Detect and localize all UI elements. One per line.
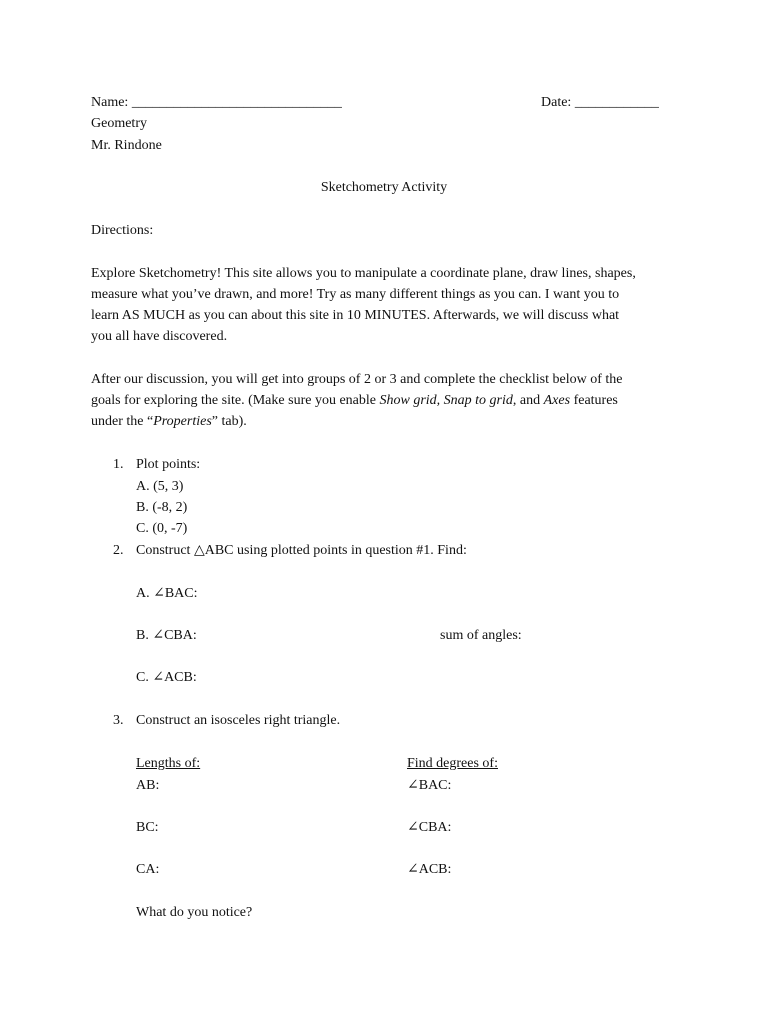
point-item: C. (0, -7) (136, 521, 188, 536)
point-item: B. (-8, 2) (136, 500, 188, 515)
paragraph-text: features (570, 393, 618, 408)
paragraph-line (91, 390, 618, 411)
snap-to-grid-term: Snap to grid (443, 393, 513, 408)
teacher-name: Mr. Rindone (91, 138, 162, 153)
paragraph-text: under the “ (91, 414, 154, 429)
lengths-heading: Lengths of: (136, 756, 201, 771)
name-field: Name: ______________________________ (91, 95, 342, 110)
paragraph-text: ” tab). (211, 414, 247, 429)
angle-item: A. ∠BAC: (136, 586, 198, 601)
paragraph-text: goals for exploring the site. (Make sure you enable (91, 393, 380, 408)
sum-of-angles-label: sum of angles: (440, 628, 522, 643)
length-item: CA: (136, 862, 160, 877)
axes-term: Axes (543, 393, 571, 408)
question-text: Construct △ABC using plotted points in question #1. Find: (136, 543, 467, 558)
properties-term: Properties (153, 414, 212, 429)
directions-heading: Directions: (91, 223, 154, 238)
paragraph-line: measure what you’ve drawn, and more! Try as many different things as you can. I want you to (91, 287, 620, 302)
paragraph-text: , and (512, 393, 544, 408)
paragraph-line: After our discussion, you will get into groups of 2 or 3 and complete the checklist below of the (91, 372, 623, 387)
show-grid-term: Show grid, (379, 393, 441, 408)
paragraph-line (91, 411, 247, 432)
paragraph-line: learn AS MUCH as you can about this site in 10 MINUTES. Afterwards, we will discuss what (91, 308, 620, 323)
question-text: Construct an isosceles right triangle. (136, 713, 341, 728)
angle-item: B. ∠CBA: (136, 628, 197, 643)
paragraph-line: Explore Sketchometry! This site allows you to manipulate a coordinate plane, draw lines, shapes, (91, 266, 636, 281)
length-item: BC: (136, 820, 159, 835)
paragraph-line: you all have discovered. (91, 329, 228, 344)
point-item: A. (5, 3) (136, 479, 184, 494)
question-text: Plot points: (136, 457, 201, 472)
degree-item: ∠BAC: (407, 778, 452, 793)
date-field: Date: ____________ (541, 95, 659, 110)
notice-prompt: What do you notice? (136, 905, 253, 920)
degree-item: ∠CBA: (407, 820, 452, 835)
page-title: Sketchometry Activity (320, 180, 448, 195)
question-number: 1. (113, 457, 124, 472)
course-name: Geometry (91, 116, 147, 131)
question-number: 2. (113, 543, 124, 558)
question-number: 3. (113, 713, 124, 728)
degree-item: ∠ACB: (407, 862, 452, 877)
angle-item: C. ∠ACB: (136, 670, 197, 685)
length-item: AB: (136, 778, 160, 793)
degrees-heading: Find degrees of: (407, 756, 498, 771)
